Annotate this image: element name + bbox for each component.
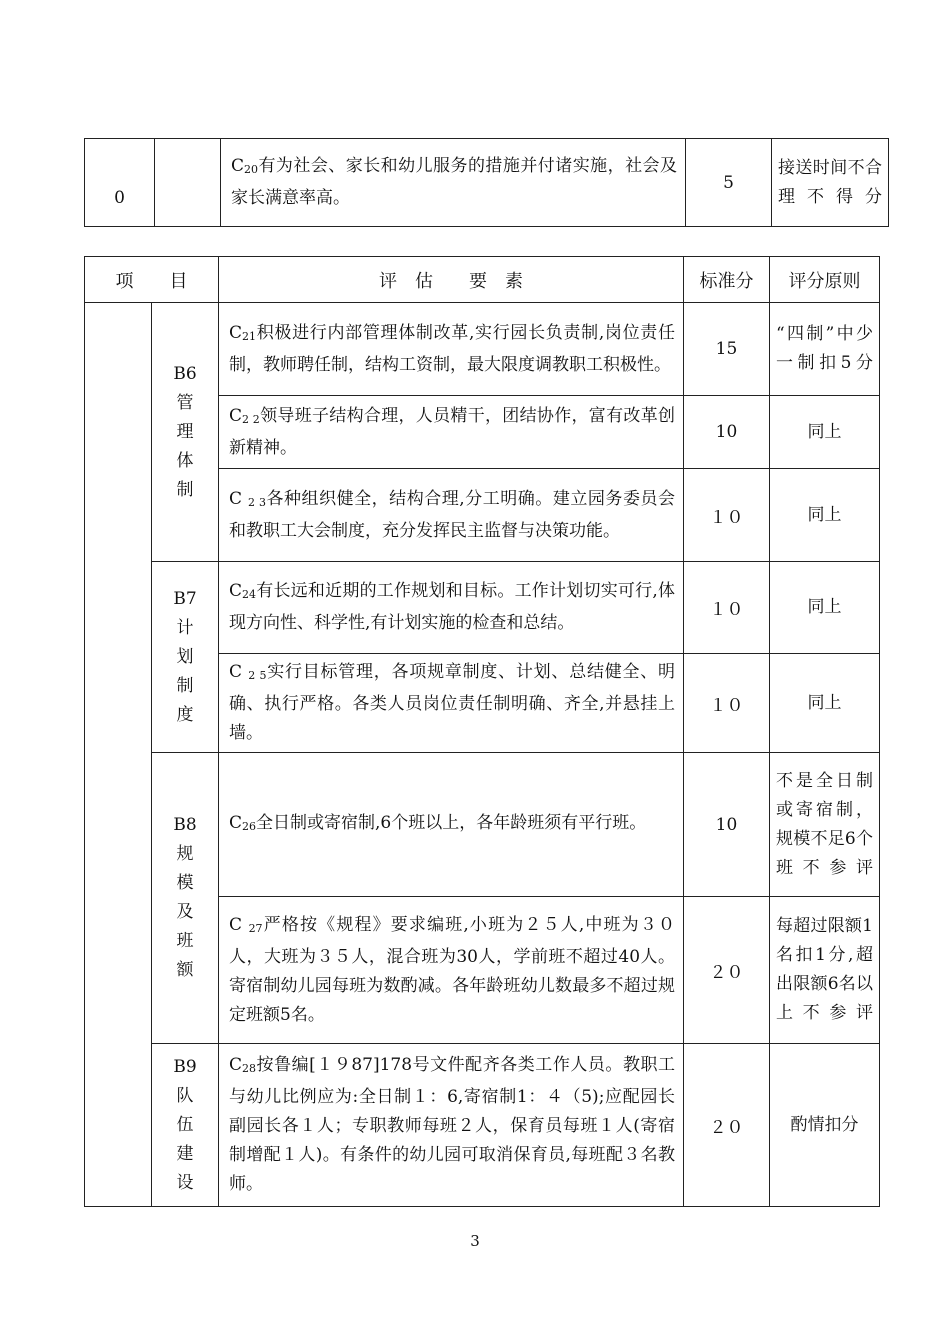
evaluation-table xyxy=(84,256,880,1207)
group-b9: B9 队 伍 建 设 xyxy=(152,1044,219,1207)
rule-cell: 同上 xyxy=(770,562,880,654)
header-standard: 标准分 xyxy=(684,257,770,303)
table-row xyxy=(85,139,889,227)
score-cell: １０ xyxy=(684,469,770,562)
header-project: 项 目 xyxy=(85,257,219,303)
group-b7: B7 计 划 制 度 xyxy=(152,562,219,753)
top-continuation-table xyxy=(84,138,889,227)
score-cell: 10 xyxy=(684,753,770,897)
rule-cell: 接送时间不合理不得分 xyxy=(772,139,889,227)
group-b6: B6 管 理 体 制 xyxy=(152,303,219,562)
requirement-cell: $C_{24}$有长远和近期的工作规划和目标。工作计划切实可行,体现方向性、科学性,有计划实施的检查和总结。 xyxy=(219,562,684,654)
score-cell: ２０ xyxy=(684,1044,770,1207)
rule-cell: 同上 xyxy=(770,654,880,753)
requirement-cell: $C_{21}$积极进行内部管理体制改革,实行园长负责制,岗位责任制，教师聘任制，结构工资制，最大限度调教职工积极性。 xyxy=(219,303,684,396)
header-principle: 评分原则 xyxy=(770,257,880,303)
score-cell: 5 xyxy=(686,139,772,227)
table-row xyxy=(85,562,880,654)
rule-cell: 每超过限额1名扣1分,超出限额6名以上不参评 xyxy=(770,897,880,1044)
rule-cell: 酌情扣分 xyxy=(770,1044,880,1207)
requirement-cell: $C_{28}$按鲁编[１９87]178号文件配齐各类工作人员。教职工与幼儿比例应为:全日制１：6,寄宿制1：４（5);应配园长副园长各１人；专职教师每班２人，保育员每班１人(寄宿制增配１人)。有条件的幼儿园可取消保育员,每班配３名教师。 xyxy=(219,1044,684,1207)
table-row xyxy=(85,303,880,396)
table-header-row xyxy=(85,257,880,303)
requirement-text: 有为社会、家长和幼儿服务的措施并付诸实施，社会及家长满意率高。 xyxy=(231,156,677,208)
requirement-cell: $C_{2 2}$领导班子结构合理，人员精干，团结协作，富有改革创新精神。 xyxy=(219,396,684,469)
rule-cell: 同上 xyxy=(770,396,880,469)
table-row xyxy=(85,753,880,897)
c-sub: 20 xyxy=(244,163,259,176)
b-cell-empty xyxy=(155,139,221,227)
score-cell: 10 xyxy=(684,396,770,469)
requirement-cell: C $_{27}$严格按《规程》要求编班,小班为２５人,中班为３０人，大班为３５人，混合班为30人，学前班不超过40人。寄宿制幼儿园每班为数酌减。各年龄班幼儿数最多不超过规定班额5名。 xyxy=(219,897,684,1044)
requirement-cell xyxy=(221,139,686,227)
score-cell: ２０ xyxy=(684,897,770,1044)
table-row xyxy=(85,1044,880,1207)
score-cell: １０ xyxy=(684,654,770,753)
rule-cell: “四制”中少一制扣5分 xyxy=(770,303,880,396)
requirement-cell: C $_{2 5}$实行目标管理，各项规章制度、计划、总结健全、明确、执行严格。各类人员岗位责任制明确、齐全,并悬挂上墙。 xyxy=(219,654,684,753)
requirement-cell: $C_{26}$全日制或寄宿制,6个班以上，各年龄班须有平行班。 xyxy=(219,753,684,897)
row-index: 0 xyxy=(85,139,155,227)
page-number: 3 xyxy=(470,1232,480,1250)
score-cell: 15 xyxy=(684,303,770,396)
rule-cell: 同上 xyxy=(770,469,880,562)
group-b8: B8 规 模 及 班 额 xyxy=(152,753,219,1044)
project-a-cell xyxy=(85,303,152,1207)
score-cell: １０ xyxy=(684,562,770,654)
c-code: C xyxy=(231,156,245,176)
requirement-cell: C $_{2 3}$各种组织健全，结构合理,分工明确。建立园务委员会和教职工大会制度，充分发挥民主监督与决策功能。 xyxy=(219,469,684,562)
header-elements: 评 估 要 素 xyxy=(219,257,684,303)
rule-cell: 不是全日制或寄宿制，规模不足6个班不参评 xyxy=(770,753,880,897)
